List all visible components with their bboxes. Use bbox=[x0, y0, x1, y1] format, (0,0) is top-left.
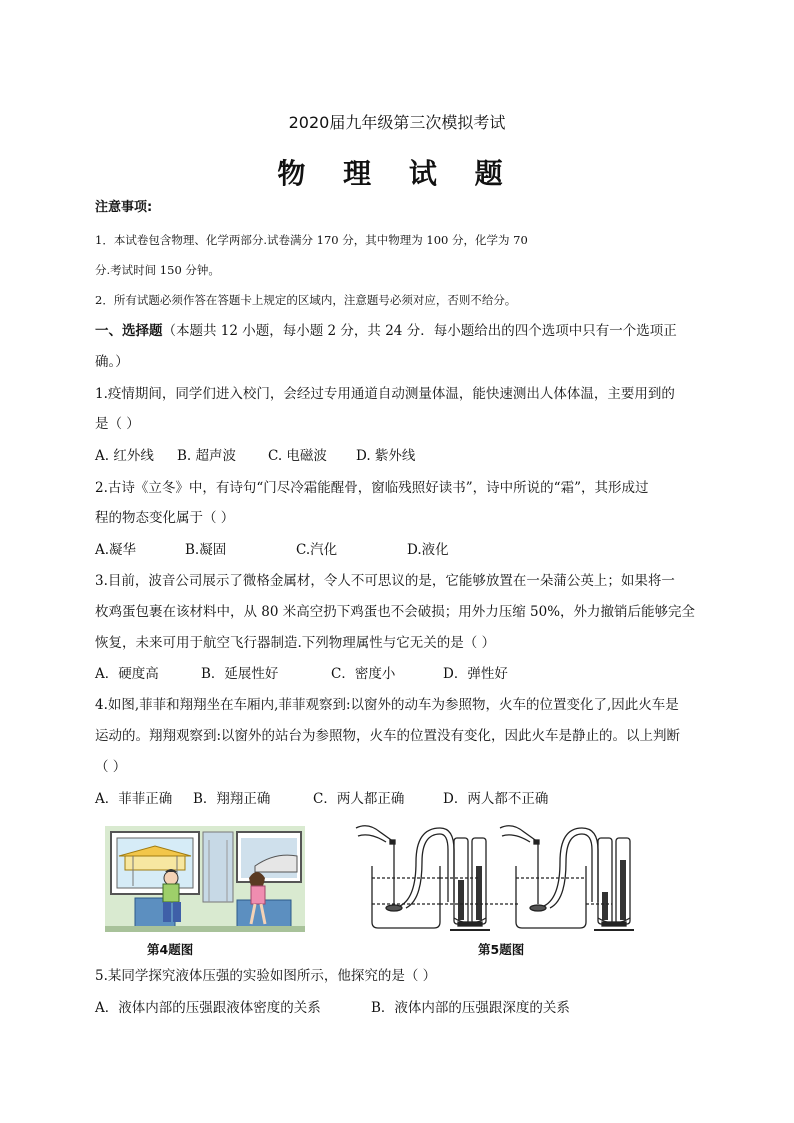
q4-line3: （ ） bbox=[95, 759, 127, 775]
q1-option-a: A. 红外线 bbox=[95, 448, 154, 464]
exam-title: 2020届九年级第三次模拟考试 bbox=[288, 113, 506, 132]
q3-option-b: B．延展性好 bbox=[201, 666, 279, 682]
section1-heading: 一、选择题 bbox=[95, 323, 163, 339]
note-2: 2．所有试题必须作答在答题卡上规定的区域内，注意题号必须对应，否则不给分。 bbox=[95, 293, 517, 307]
figure-4-train-carriage bbox=[105, 826, 305, 932]
q3-line1: 3.目前，波音公司展示了微格金属材，令人不可思议的是，它能够放置在一朵蒲公英上；如果将一 bbox=[95, 573, 675, 589]
notes-heading: 注意事项: bbox=[95, 200, 153, 215]
q5-line1: 5.某同学探究液体压强的实验如图所示，他探究的是（ ） bbox=[95, 968, 437, 984]
q1-line2: 是（ ） bbox=[95, 416, 140, 432]
figure-5-liquid-pressure-apparatus bbox=[350, 822, 640, 934]
q4-line1: 4.如图,菲菲和翔翔坐在车厢内,菲菲观察到:以窗外的动车为参照物，火车的位置变化了,因此火车是 bbox=[95, 697, 679, 713]
q1-option-d: D. 紫外线 bbox=[356, 448, 416, 464]
q5-option-a: A．液体内部的压强跟液体密度的关系 bbox=[95, 1000, 321, 1016]
q1-option-b: B. 超声波 bbox=[177, 448, 237, 464]
note-1b: 分.考试时间 150 分钟。 bbox=[95, 263, 220, 277]
q3-option-a: A．硬度高 bbox=[95, 666, 159, 682]
q4-line2: 运动的。翔翔观察到:以窗外的站台为参照物，火车的位置没有变化，因此火车是静止的。以上判断 bbox=[95, 728, 681, 744]
q2-option-d: D.液化 bbox=[407, 542, 449, 558]
q2-option-b: B.凝固 bbox=[185, 542, 227, 558]
q1-option-c: C. 电磁波 bbox=[268, 448, 327, 464]
figure-4-caption: 第4题图 bbox=[147, 942, 194, 957]
q3-option-d: D．弹性好 bbox=[443, 666, 508, 682]
q2-option-a: A.凝华 bbox=[95, 542, 137, 558]
q3-option-c: C．密度小 bbox=[331, 666, 396, 682]
section1-desc: （本题共 12 小题，每小题 2 分，共 24 分．每小题给出的四个选项中只有一个选项正 bbox=[162, 323, 677, 339]
q1-line1: 1.疫情期间，同学们进入校门，会经过专用通道自动测量体温，能快速测出人体体温，主要用到的 bbox=[95, 386, 675, 402]
q4-option-b: B．翔翔正确 bbox=[193, 791, 271, 807]
q2-option-c: C.汽化 bbox=[296, 542, 338, 558]
q4-option-a: A．菲菲正确 bbox=[95, 791, 173, 807]
q4-option-d: D．两人都不正确 bbox=[443, 791, 549, 807]
figure-5-caption: 第5题图 bbox=[478, 942, 525, 957]
subject-title: 物 理 试 题 bbox=[277, 157, 517, 190]
q2-line2: 程的物态变化属于（ ） bbox=[95, 510, 235, 526]
q4-option-c: C．两人都正确 bbox=[313, 791, 405, 807]
section1-desc-cont: 确。） bbox=[95, 354, 129, 370]
q3-line2: 枚鸡蛋包裹在该材料中，从 80 米高空扔下鸡蛋也不会破损；用外力压缩 50%，外力撤销后能够完全 bbox=[95, 604, 696, 620]
q3-line3: 恢复，未来可用于航空飞行器制造.下列物理属性与它无关的是（ ） bbox=[95, 635, 496, 651]
q2-line1: 2.古诗《立冬》中，有诗句“门尽冷霜能醒骨，窗临残照好读书”，诗中所说的“霜”，其形成过 bbox=[95, 480, 649, 496]
section1-intro bbox=[95, 321, 677, 341]
q5-option-b: B．液体内部的压强跟深度的关系 bbox=[371, 1000, 570, 1016]
note-1a: 1．本试卷包含物理、化学两部分.试卷满分 170 分，其中物理为 100 分，化学为 70 bbox=[95, 233, 528, 247]
